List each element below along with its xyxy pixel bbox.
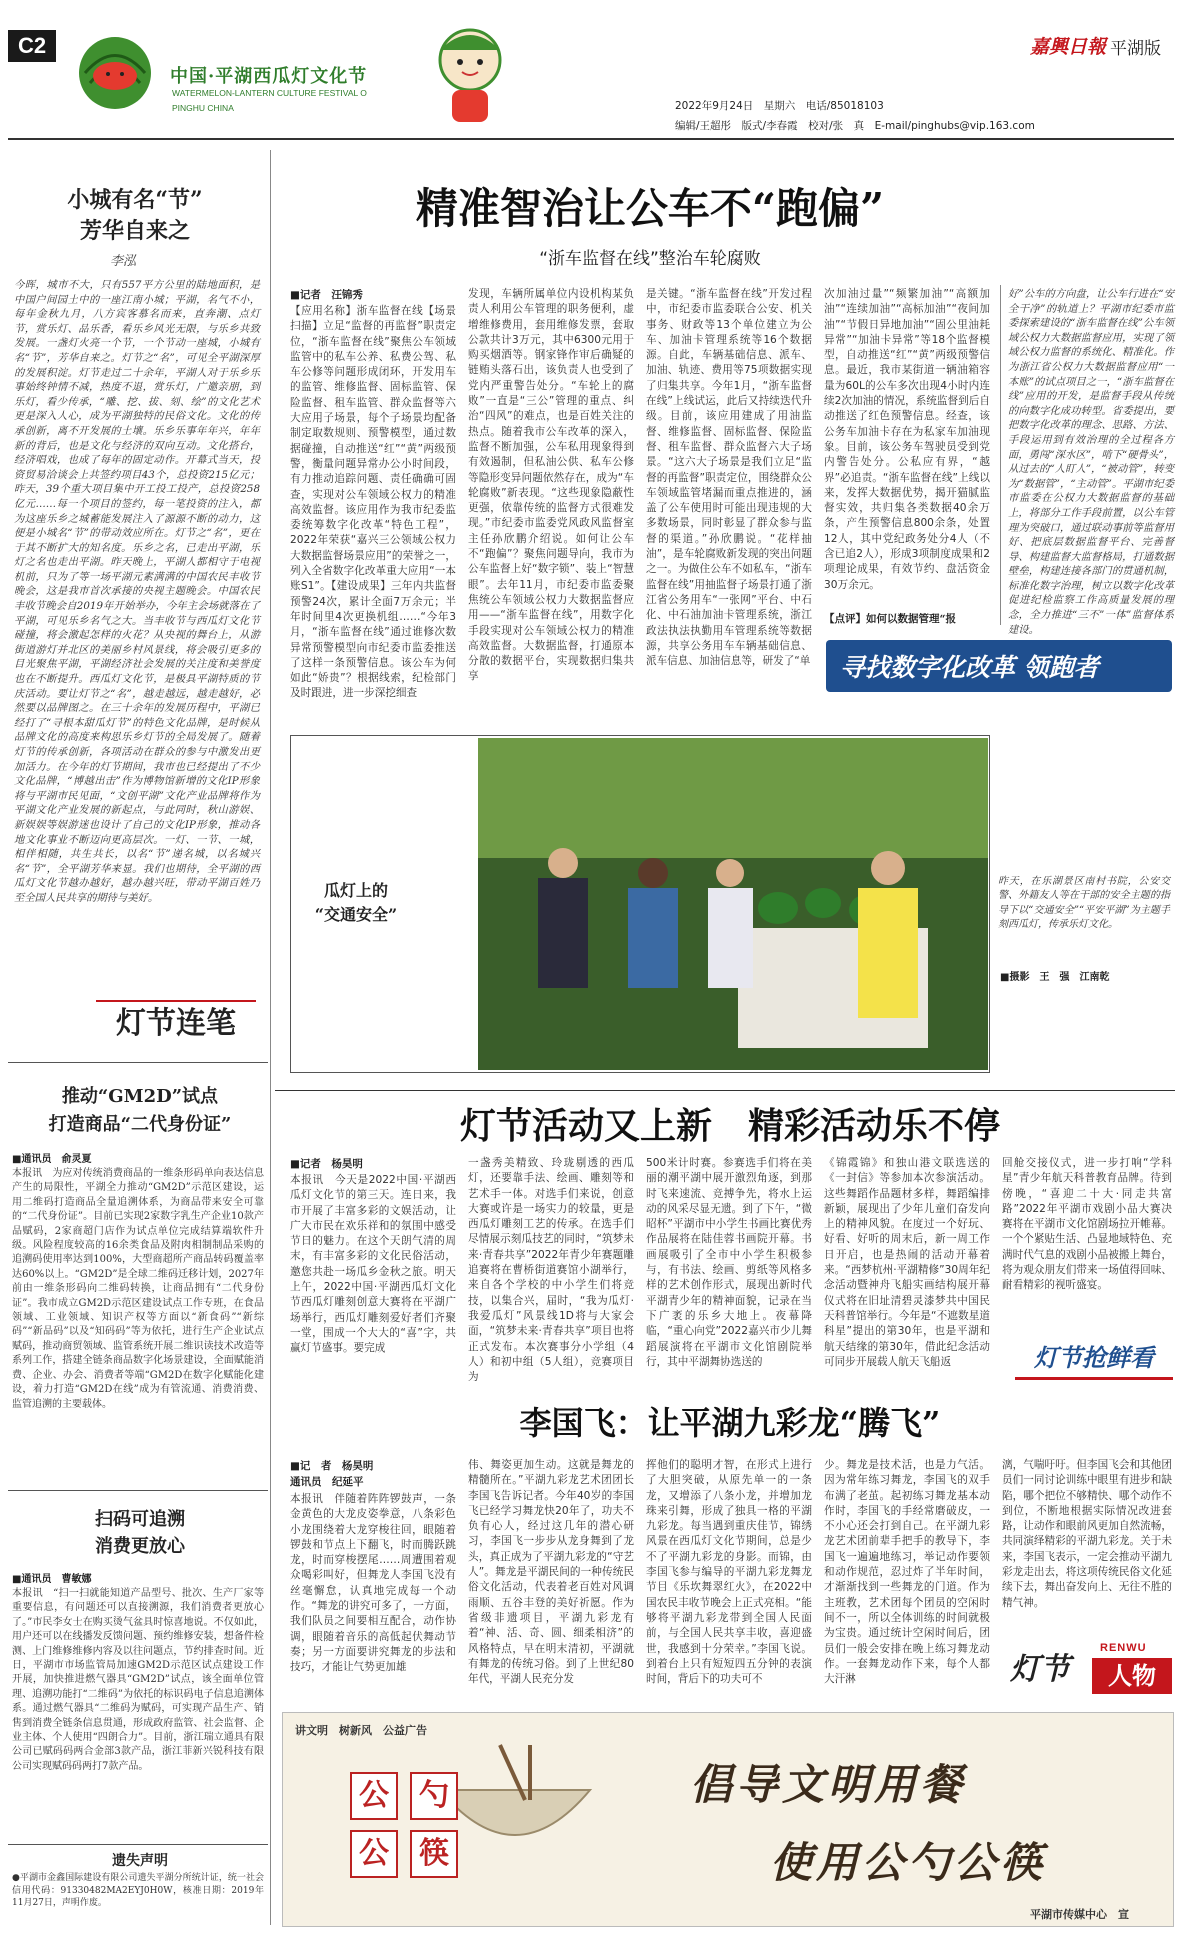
festival-english-1: WATERMELON-LANTERN CULTURE FESTIVAL O: [172, 88, 367, 98]
essay-signature: 李泓: [110, 254, 137, 269]
story1-col-3: 是关键。“浙车监督在线”开发过程中，市纪委市监委联合公安、机关事务、财政等13个单位建立为公车、加油卡管理系统等16个数据源。自此，车辆基础信息、派车、加油、轨迹、费用等75项数据实现了归集共享。今年1月，“浙车监督在线”上线试运，此后又持续迭代升级。目前，该应用建成了用油监督、维修监督、固标监督、保险监督、租车监督、群众监督六大子场景。“这六大子场景是我们立足“监督的再监督”职责定位，围绕群众公车领域监管堵漏而重点推进的，涵盖了公车使用时可能出现违规的大多数场景，同时彰显了群众参与监督的渠道。”孙欣鹏说。“花样抽油”，是车轮腐败新发现的突出问题之一。为做住公车不如私车，“浙车监督在线”用抽监督子场景打通了浙江省公务用车“一张网”平台、中石化、中石油加油卡管理系统，浙江政法执法执勤用车管理系统等数据源，共享公务用车车辆基础信息、派车信息、加油信息等，研发了“单: [646, 288, 812, 668]
story2-col-3: 500米计时赛。参赛选手们将在美丽的潮平湖中展开激烈角逐，到那时飞来速流、竞搏争先，将水上运动的风采尽显无遗。到了下午，“微昭杯”平湖市中小学生书画比赛优秀作品展将在陆佳蓉书画院开幕。书画展吸引了全市中小学生积极参与，有书法、绘画、剪纸等风格多样的艺术创作形式，展现出新时代平湖青少年的精神面貌，记录在当下广袤的乐乡大地上。夜幕降临，“重心向党”2022嘉兴市少儿舞蹈展演将在平湖市文化馆剧院举行，其中平湖舞协选送的: [646, 1157, 812, 1368]
masthead-rule: [8, 138, 1174, 140]
story2-col-1: 本报讯 今天是2022中国·平湖西瓜灯文化节的第三天。连日来，我市开展了丰富多彩的文娱活动，让广大市民在欢乐祥和的氛围中感受节日的魅力。在这个天朗气清的周末，有丰富多彩的文化民俗活动，邀您共赴一场瓜乡金秋之旅。明天上午，2022中国·平湖西瓜灯文化节西瓜灯雕刻创意大赛将在平湖广场举行，西瓜灯雕刻爱好者们齐聚一堂，围成一个大大的“喜”字，共赢灯节盛事。要完成: [290, 1174, 456, 1355]
reform-banner-text: 寻找数字化改革 领跑者: [840, 653, 1099, 682]
lost-notice-body: ●平湖市金鑫国际建设有限公司遗失平湖分所统计证，统一社会信用代码：91330482MA2EYJ0H0W，核准日期：2019年11月27日，声明作废。: [12, 1873, 264, 1908]
ad-footer: 平湖市传媒中心 宣: [1030, 1908, 1129, 1921]
left-column-divider: [270, 150, 271, 1925]
left-rule-1: [8, 1062, 268, 1063]
left-rule-2: [8, 1490, 268, 1491]
story3-byline-2: 通讯员 纪延平: [290, 1476, 364, 1488]
festival-photo: [478, 738, 988, 1070]
essay-title-1: 小城有名“节”: [67, 187, 203, 213]
story2-byline: ■记者 杨昊明: [290, 1158, 363, 1170]
reform-banner: [826, 640, 1172, 692]
left-rule-3: [8, 1844, 268, 1845]
essay-badge: 灯节连笔: [96, 1000, 256, 1044]
essay-body: 今晖，城市不大，只有557平方公里的陆地面积，是中国户间园土中的一座江南小城；平湖，名气不小，每年金秋九月，八方宾客慕名而来，直奔潮、点灯节，赏乐灯、品乐香，看乐乡风光无限，与乐乡共致发展。一盏灯火亮一个节，一个节动一座城，小城有名“节”，芳华自来之。灯节之“名”，可见全平湖深厚的发展积淀。灯节走过二十余年，平湖人对于乐乡乐事始终钟情不减，热度不退，赏乐灯，广邀亲朋，到乐灯，看少传承，“雕、挖、拔、刻、绘”的文化艺术更是深入人心，成为平湖独特的民俗文化。文化的传承创新，离不开发展的土壤。乐乡乐事年年兴，年年新的背后，也是文化与经济的双向互动。文化搭台，经济唱戏，也成了每年的固定动作。开幕式当天，投资贸易洽谈会上共签约项目43个，总投资215亿元；昨天，39个重大项目集中开工投工投产，总投资258亿元……每一个项目的签约，每一笔投资的注入，都为这座乐乡之城蓄能发展注入了源源不断的动力，这便是小城名“节”的带动效应所在。灯节之“名”，更在于其不断扩大的知名度。乐乡之名，已走出平湖，乐灯之名也走出平湖。昨天晚上，平湖人都相守于电视机前，只为了等一场平湖元素满满的中国农民丰收节晚会，这是我市首次承接的央视主题晚会。中国农民丰收节晚会自2019年开始举办，今年主会场就落在了平湖，可见乐乡名气之大。当丰收节与西瓜灯文化节碰撞，将会激起怎样的火花？从央视的舞台上，从游街道游灯并北区的美丽乡村风景线，将会吸引更多的目光聚焦平湖，平湖经济社会发展的关注度和美誉度也在不断提升。西瓜灯文化节，是极具平湖特质的节庆活动。要让灯节之“名”，越走越远，越走越好，必然要以品牌图之。在三十余年的发展历程中，平湖已经打了“寻根本甜瓜灯节”的特色文化品牌，是时候从品牌文化的高度来构思乐乡灯节的全局发展了。随着灯节的传承创新，各项活动在群众的参与中激发出更加活力。在今年的灯节期间，我市也已经提出了不少文化品牌，“博越出击”作为博物馆新增的文化IP形象将与平湖市民见面，“文创平湖”文化产业品牌将作为平湖文化产业发展的新起点，与此同时，秋山游娱、新娱娱等娱游迷也设计了自己的文化IP形象，推动各地文化事业不断迈向更高层次。一灯、一节、一城，相伴相随，共生共长，以名“节”递名城，以名城兴名“节”，全平湖芳华来显。我们也期待，全平湖的西瓜灯文化节越办越好，越办越兴旺，带动平湖百姓乃至全国人民共享的期待与美好。: [14, 279, 260, 904]
story3-col-2: 伟、舞姿更加生动。这就是舞龙的精髓所在。”平湖九彩龙艺术团团长李国飞告诉记者。今年40岁的李国飞已经学习舞龙快20年了，功夫不负有心人，经过这几年的潜心研习，李国飞一步步从龙身舞到了龙头，真正成为了平湖九彩龙的“守艺人”。舞龙是平湖民间的一种传统民俗文化活动，代表着老百姓对风调雨顺、五谷丰登的美好祈愿。作为省级非遗项目，平湖九彩龙有着“神、活、奇、圆、细柔相济”的风格特点，早在明末清初，平湖就有舞龙的传统习俗。到了上世纪80年代，平湖人民充分发: [468, 1459, 634, 1686]
story1-col-4: 次加油过量”“频繁加油”“高额加油”“连续加油”“高标加油”“夜间加油”“节假日异地加油”“固公里油耗异常”“加油卡异常”等18个监督模型，自动推送“红”“黄”两级预警信息。最近，我市某街道一辆油箱容量为60L的公车多次出现4小时内连续2次加油的情况，系统监督到后自动推送了红色预警信息。经查，该公务车加油卡存在为私家车加油现象。目前，该公务车驾驶员受到党内警告处分。公私应有界，“越界”必追责。“浙车监督在线”上线以来，发挥大数据优势，揭开猫腻监督实效，共归集各类数据40余万条，产生预警信息800余条，处置12人，其中党纪政务处分4人（不含已追2人），形成3项制度成果和2项理论成果，有效节约、盘活资金30万余元。: [824, 288, 990, 591]
date-line: 2022年9月24日 星期六 电话/85018103: [675, 100, 884, 112]
brief2-title-2: 消费更放心: [95, 1536, 185, 1557]
photo-caption-2: “交通安全”: [314, 905, 398, 924]
story3-col-3: 挥他们的聪明才智，在形式上进行了大胆突破，从原先单一的一条龙，又增添了八条小龙，并增加龙珠来引舞，形成了独具一格的平湖九彩龙。每当遇到重庆佳节，锦绣风景在西瓜灯文化节期间，总是少不了平湖九彩龙的身影。而锦，由李国飞参与编导的平湖九彩龙舞龙节目《乐坎舞翠红火》，在2022中国农民丰收节晚会上正式亮相。“能够将平湖九彩龙带到全国人民面前，与全国人民共享丰收，喜迎盛世，我感到十分荣幸。”李国飞说。到着台上只有短短四五分钟的表演时间，背后下的功夫可不: [646, 1459, 812, 1686]
paper-name: 嘉興日報: [1030, 36, 1107, 58]
story2-badge-text: 灯节抢鲜看: [1034, 1343, 1154, 1372]
right-essay-body: 好”公车的方向盘，让公车行进在“安全干净”的轨道上？平湖市纪委市监委探索建设的“浙车监督在线”公车领域公权力大数据监督应用，实现了领域公权力监督的系统化、精准化。作为浙江省公权力大数据监督应用“一本账”的试点项目之一，“浙车监督在线”应用的开发，是监督手段从传统的向数字化成功转型。省委提出，要把数字化改革的理念、思路、方法、手段运用到有效治理的全过程各方面，勇闯“深水区”，啃下“硬骨头”，从过去的“人盯人”，“被动管”，转变为“数据管”，“主动管”。平湖市纪委市监委在公权力大数据监督的基础上，将部分工作手段前置，以公车管理为突破口，通过联动事前等监督用好、把底层数据监督平台、完善督导、构建监督大监督格局，打通数据壁垒，构建连接各部门的贯通机制，标准化数字治理，树立以数字化改革促进纪检监察工作高质量发展的理念，全力推进“三不”一体”监督体系建设。: [1008, 288, 1174, 636]
story1-right-divider: [1000, 285, 1001, 625]
story2-col-5: 回舱交接仪式，进一步打响“学科星”青少年航天科普教育品牌。待到傍晚，“喜迎二十大·同走共富路”2022年平湖市戏剧小品大赛决赛将在平湖市文化馆剧场拉开帷幕。一个个紧贴生活、凸显地域特色、充满时代气息的戏剧小品被搬上舞台，将为观众朋友们带来一场值得回味、耐看精彩的视听盛宴。: [1002, 1157, 1172, 1292]
story1-point: 【点评】如何以数据管理“报: [824, 613, 957, 625]
story3-title: 李国飞：让平湖九彩龙“腾飞”: [519, 1404, 941, 1442]
ad-tile-2: 勺: [410, 1772, 458, 1820]
brief2-title-1: 扫码可追溯: [95, 1509, 185, 1530]
ad-slogan-1: 倡导文明用餐: [690, 1760, 967, 1809]
logo-watermelon-icon: [70, 18, 160, 128]
mascot-icon: [420, 20, 520, 128]
page-code: C2: [8, 30, 56, 62]
story3-col-5: 漓，气喘吁吁。但李国飞会和其他团员们一同讨论训练中眼里有进步和缺陷，哪个把位不够精快、哪个动作不到位，不断地根据实际情况改进套路，让动作和眼前风更加自然流畅，共同演绎精彩的平湖九彩龙。关于未来，李国飞表示，一定会推动平湖九彩龙走出去，将这项传统民俗文化延续下去，舞出奋发向上、无往不胜的精气神。: [1002, 1459, 1172, 1609]
photo-credit: ■摄影 王 强 江南乾: [1000, 972, 1110, 983]
story2-title: 灯节活动又上新 精彩活动乐不停: [459, 1105, 1000, 1147]
festival-english-2: PINGHU CHINA: [172, 103, 234, 113]
festival-title: 中国·平湖西瓜灯文化节: [170, 66, 368, 87]
ad-slogan-2: 使用公勺公筷: [770, 1838, 1047, 1887]
brief1-title-2: 打造商品“二代身份证”: [48, 1114, 232, 1135]
story2-col-4: 《锦霞锦》和独山港文联选送的《一封信》等参加本次参演活动。这些舞蹈作品题材多样，舞蹈编排新颖，展现出了少年儿童们奋发向上的精神风貌。在度过一个好玩、好看、好听的周末后，新一周工作日开启，也是热闹的活动开幕着来。“西梦杭州·平湖精修”30周年纪念活动暨神舟飞船实画结构展开幕仪式将在旧址清碧灵漆梦共中国民天科普馆举行。今年是“不遮数星道科星”提出的第30年，也是平湖和航天结缘的第30年，借此纪念活动可同步开展载人航天飞船返: [824, 1157, 990, 1368]
photo-caption-1: 瓜灯上的: [323, 881, 388, 900]
story1-col-1: 【应用名称】浙车监督在线【场景扫描】立足“监督的再监督”职责定位，“浙车监督在线”聚焦公车领域监管中的私车公养、私费公驾、私车公修等问题形成闭环，开发用车的监管、维修监督、固标监管、保险监督、租车监管、群众监督等六大应用子场景，每个子场景均配备制定取数规则、预警模型，通过数据碰撞，自动推送“红”“黄”两级预警，衡量问题异常办公小时间段，有力推动追踪问题、责任确确可固查，实现对公车领域公权力的精准高效监督。该应用作为我市纪委监委统筹数字化改革“特色工程”，2022年荣获“嘉兴三公领域公权力大数据监督场景应用”的荣誉之一，列入全省数字化改革重大应用“一本账S1”。【建设成果】三年内共监督预警24次，累计全面7万余元；半年时间里4次更换机组……“今年3月，“浙车监督在线”通过谁修次数异常预警模型向市纪委市监委推送了这样一条预警信息。该公车为何如此“娇贵”？根据线索，纪检部门及时跟进，进一步深挖细查: [290, 305, 456, 700]
mid-rule: [275, 1090, 1175, 1091]
staff-line: 编辑/王超彤 版式/李春霞 校对/张 真 E-mail/pinghubs@vip.163.com: [675, 120, 1035, 132]
story1-title: 精准智治让公车不“跑偏”: [415, 184, 885, 233]
story1-byline: ■记者 汪锦秀: [290, 289, 363, 301]
essay-title-2: 芳华自来之: [79, 218, 190, 244]
story3-col-4: 少。舞龙是技术活，也是力气活。因为常年练习舞龙，李国飞的双手布满了老茧。起初练习舞龙基本动作时，李国飞的手经常磨破皮，一不小心还会打到自己。在平湖九彩龙艺术团前辈手把手的教导下，李国飞一遍遍地练习，举记动作要领和动作规范，忍过炸了半年时间，才渐渐找到一些舞龙的门道。作为主班教，艺术团每个团员的空闲时间不一，所以全体训练的时间就极为宝贵。通过统计空闲时间后，团员们一般会安排在晚上练习舞龙动作。一套舞龙动作下来，每个人都大汗淋: [824, 1459, 990, 1686]
ad-tile-1: 公: [350, 1772, 398, 1820]
story3-badge-1: 灯节: [1010, 1652, 1070, 1687]
brief1-body: 本报讯 为应对传统消费商品的一维条形码单向表达信息产生的局限性，平湖全力推动“GM2D”示范区建设，运用二维码打造商品全量追溯体系，为商品带来安全可靠的“二代身份证”。目前已实现2家数字乳生产企业10款产品赋码，2家商超门店作为试点单位完成结算端软件升级。风险程度较高的16余类食品及附肉相制制品采购的追溯码使用率达到100%，大型商超所产商品转码覆盖率达60%以上。“GM2D”是全球二维码迁移计划，2027年前由一维条形码向二维码转换，让商品拥有“二代身份证”。我市成立GM2D示范区建设试点工作专班，在食品领域、工业领域、知识产权等方面以“新食码”“新综码”“新品码”以及“知码码”等为依托，进行生产企业试点赋码，推动商贸领域、监管系统开展二维识读技术改造等系列工作，搭建全链条商品数字化场景建设，全面赋能消费、企业、办会、消费者等端“GM2D在数字化赋能化建设，着力打造“GM2D在线”成为有管流通、消费消费、监管追溯的主要载体。: [12, 1168, 264, 1410]
brief2-body: 本报讯 “扫一扫就能知道产品型号、批次、生产厂家等重要信息，有问题还可以直接溯源，我们消费者更放心了。”市民李女士在购买烫气盆具时惊喜地说。不仅如此，用户还可以在线播发反馈问题、预约维修安装，想备件检测、上门维修维修内容及以往问题点，节约排查时间。近日，平湖市市场监管局加速GM2D示范区试点建设工作开展，加快推进燃气器具“GM2D”试点，该全面单位管理、追溯功能打“二维码”为依托的标识码电子信息追溯体系。通过燃气器具“二维码为赋码，可实现产品生产、销售到消费全链条信息贯通，形成政府监管、社会监督、企业主体、个人使用“四朗合力”。目前，浙江瑞立通具有限公司已赋码码两合金部3款产品，浙江菲新兴锐科技有限公司实现赋码码两打7款产品。: [12, 1588, 264, 1772]
ad-tile-3: 公: [350, 1830, 398, 1878]
story1-subtitle: “浙车监督在线”整治车轮腐败: [539, 249, 761, 269]
story3-badge: [1010, 1640, 1174, 1700]
story2-badge: [1015, 1334, 1173, 1380]
photo-description: 昨天，在乐湖景区南村书院，公安交警、外籍友人等在干部的安全主题的指导下以“交通安全”“平安平湖”为主题手刻西瓜灯，传承乐灯文化。: [998, 876, 1170, 931]
lost-notice-title: 遗失声明: [112, 1853, 168, 1869]
story3-badge-2: 人物: [1092, 1658, 1172, 1694]
edition-name: 平湖版: [1110, 39, 1161, 59]
brief2-byline: ■通讯员 曹敏娜: [12, 1574, 92, 1585]
story1-col-2: 发现，车辆所属单位内设机构某负责人利用公车管理的职务便利，虚增维修费用，套用维修发票，套取公款共计3万元，其中6300元用于购买烟酒等。钢家锋作审后确疑的链贿头落石出，该负责人也受到了党内严重警告处分。“车轮上的腐败”一直是“三公”管理的重点、纠治“四风”的难点，也是百姓关注的热点。随着我市公车改革的深入，监督不断加强，公车私用现象得到有效遏制，但私油公供、私车公修等隐形变异问题依然存在，成为“车轮腐败”新表现。“这些现象隐蔽性更强，依靠传统的监督方式很难发现。”市纪委市监委党风政风监督室主任孙欣鹏介绍说。如何让公车不“跑偏”？聚焦问题导向，我市为公车监督上好“数字锁”、装上“智慧眼”。去年11月，市纪委市监委聚焦统公车领域公权力大数据监督应用——“浙车监督在线”，用数字化手段实现对公车领域公权力的精准高效监督。大数据监督，打通原本分散的数据平台，实现数据归集共享: [468, 288, 634, 683]
story3-badge-en: RENWU: [1100, 1642, 1147, 1654]
story3-byline-1: ■记 者 杨昊明: [290, 1460, 374, 1472]
story3-col-1: 本报讯 伴随着阵阵锣鼓声，一条金黄色的大龙皮姿拳意，八条彩色小龙围绕着大龙穿梭往回，眼随着锣鼓和节点上下翻飞，时而腾跃跳龙，时而穿梭摆尾……周遭围着观众喝彩叫好，但舞龙人李国飞没有丝毫懈怠，认真地完成每一个动作。“舞龙的讲究可多了，一方面，我们队员之间要相互配合，动作协调，眼随着音乐的高低起伏舞动节奏；另一方面要讲究舞龙的步法和技巧，才能让气势更加雄: [290, 1493, 456, 1674]
brief1-title-1: 推动“GM2D”试点: [61, 1086, 219, 1107]
ad-tile-4: 筷: [410, 1830, 458, 1878]
story2-col-2: 一盏秀美精致、玲珑剔透的西瓜灯，还要靠手法、绘画、雕刻等和艺术手一体。对选手们来说，创意大赛或许是一场实力的较量，更是西瓜灯雕刻工艺的传承。在选手们尽情展示刻瓜技艺的同时，“筑梦未来·青春共享”2022年青少年赛题雕追赛将在曹桥街道赛馆小湖举行，来自各个学校的中小学生们将竞技，以集合兴，届时，“我为瓜灯·我爱瓜灯”风景线1D将与大家会面，“筑梦未来·青春共享”项目也将正式发布。本次赛事分小学组（4人）和初中组（5人组），竞赛项目为: [468, 1157, 634, 1384]
ad-label: 讲文明 树新风 公益广告: [295, 1724, 427, 1737]
brief1-byline: ■通讯员 俞灵夏: [12, 1154, 92, 1165]
